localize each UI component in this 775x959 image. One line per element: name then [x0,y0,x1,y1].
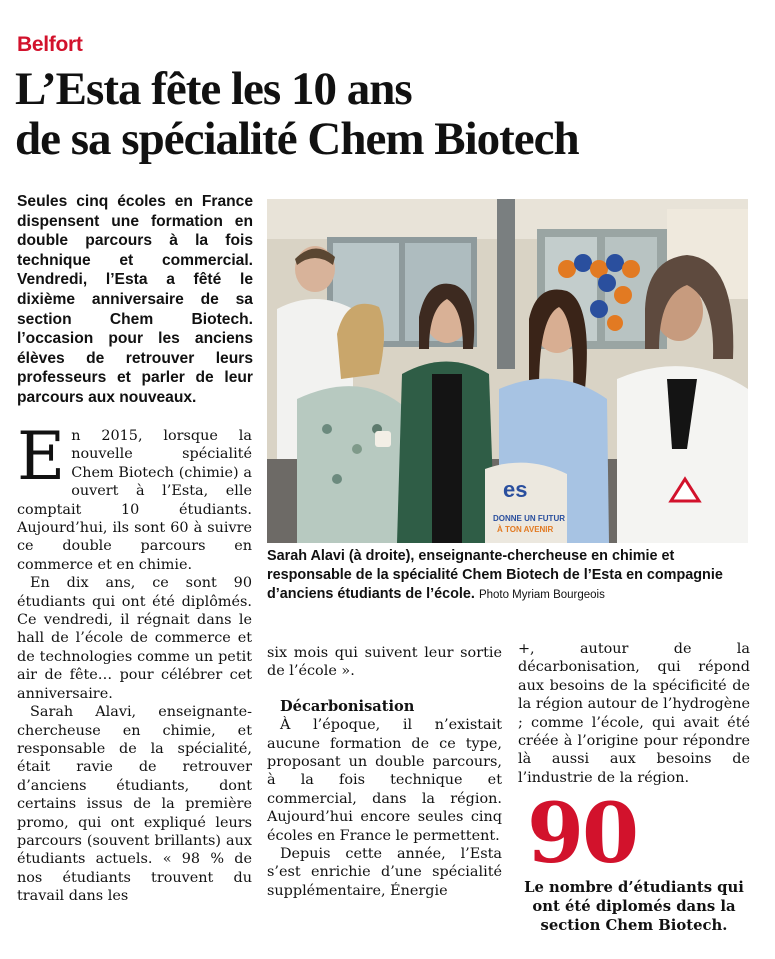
article-lead: Seules cinq écoles en France dispensent une formation en double parcours à la fois technique et commercial. Vendredi, l’Esta a fêté le dixième anniversaire de sa section Chem Biotech. l’occasion pour les anciens élèves de retrouver leurs professeurs et parler de leur parcours aux nouveaux. [17,193,253,406]
caption-text: Sarah Alavi (à droite), enseignante-chercheuse en chimie et responsable de la spécialité Chem Biotech de l’Esta en compagnie d’anciens étudiants de l’école. [267,548,723,602]
body-paragraph-5: Depuis cette année, l’Esta s’est enrichie d’une spécialité supplémentaire, Énergie [267,846,502,899]
body-column-2 [267,644,502,900]
body-paragraph-5-continued: +, autour de la décarbonisation, qui répond aux besoins de la spécificité de la région autour de l’hydrogène ; comme l’école, qui avait été créée à l’origine pour répondre là aussi aux besoins de l’industrie de la région. [518,641,750,786]
body-column-1 [17,418,252,906]
drop-cap: E [17,418,66,495]
event-photo-illustration [267,199,748,543]
tote-logo: es [503,477,528,502]
article-photo [267,199,748,543]
article-headline [15,64,775,164]
body-paragraph-4: À l’époque, il n’existait aucune formation de ce type, proposant un double parcours, à la fois technique et commercial, dans la région. Aujourd’hui encore seules cinq écoles en France le permettent. [267,717,502,844]
body-paragraph-2: En dix ans, ce sont 90 étudiants qui ont été diplômés. Ce vendredi, il régnait dans le hall de l’école de commerce et de technologies comme un petit air de fête… pour célébrer cet anniversaire. [17,575,252,702]
body-paragraph-1 [17,418,252,574]
highlight-number: 90 [527,786,638,882]
tote-line-2: À TON AVENIR [497,525,554,534]
section-kicker: Belfort [17,33,83,56]
highlight-text: Le nombre d’étudiants qui ont été diplomés dans la section Chem Biotech. [524,879,744,934]
tote-line-1: DONNE UN FUTUR [493,514,565,523]
headline-line-2: de sa spécialité Chem Biotech [15,113,579,165]
body-paragraph-1-text: n 2015, lorsque la nouvelle spécialité Chem Biotech (chimie) a ouvert à l’Esta, elle comptait 10 étudiants. Aujourd’hui, ils sont 60 à suivre ce double parcours en commerce et en chimie. [17,428,252,573]
photo-credit: Photo Myriam Bourgeois [478,589,605,601]
body-column-3 [518,640,750,787]
subheading: Décarbonisation [280,697,415,715]
body-paragraph-3: Sarah Alavi, enseignante-chercheuse en chimie, et responsable de la spécialité, était ravie de retrouver d’anciens étudiants, dont certains issus de la première promo, qui ont expliqué leurs parcours (souvent brillants) aux étudiants actuels. « 98 % de nos étudiants trouvent du travail dans les [17,704,252,905]
body-paragraph-3-continued: six mois qui suivent leur sortie de l’école ». [267,645,502,680]
headline-line-1: L’Esta fête les 10 ans [15,63,412,115]
photo-caption [267,547,752,605]
